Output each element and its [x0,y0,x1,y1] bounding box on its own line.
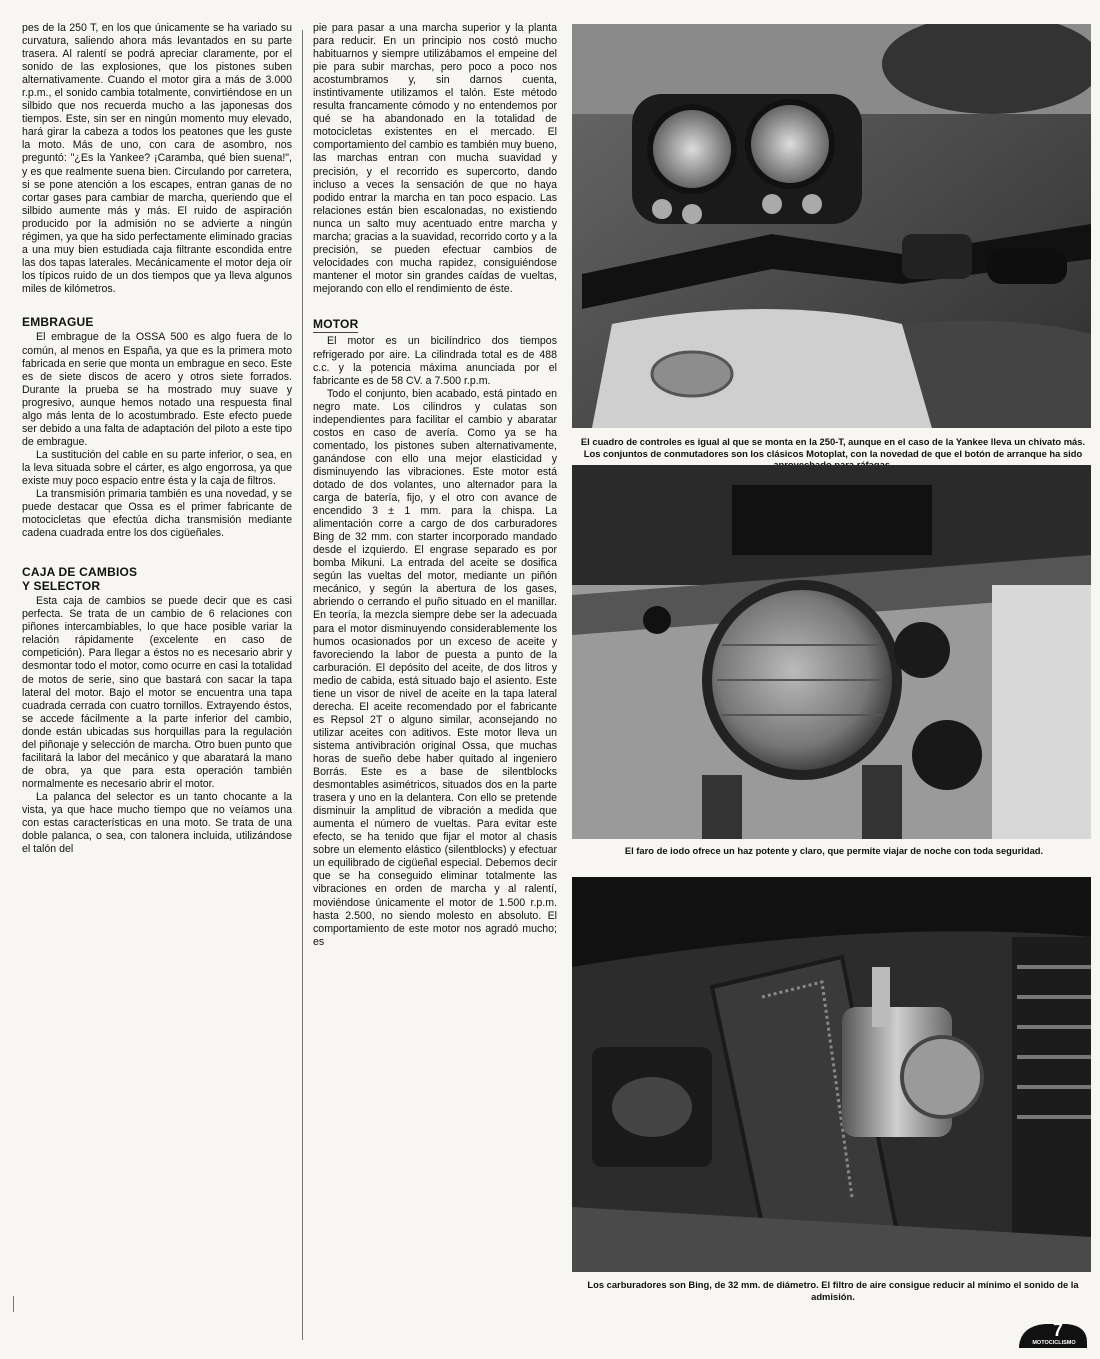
page-number-badge [1015,1318,1090,1352]
carburetor-photo [572,877,1091,1272]
column-divider [302,30,303,1340]
photo-caption: El faro de iodo ofrece un haz potente y claro, que permite viajar de noche con toda seguridad. [624,845,1044,856]
body-paragraph: El embrague de la OSSA 500 es algo fuera de lo común, al menos en España, ya que es la primera moto fabricada en serie que monta un embrague en seco. Este es de siete discos de acero y otros siete forrados. Durante la prueba se ha mostrado muy suave y progresivo, aunque hemos notado una respuesta final algo más lenta de lo acostumbrado. Este efecto puede ser debido a una falta de adaptación del piloto a este tipo de embrague. [22,331,292,448]
instrument-cluster-photo [572,24,1091,428]
instrument-cluster-illustration [572,24,1091,428]
carburetor-illustration [572,877,1091,1272]
article-column-middle [313,22,557,949]
body-paragraph: La sustitución del cable en su parte inferior, o sea, en la leva situada sobre el cárter, es algo engorrosa, ya que existe muy poco espacio entre ésta y la caja de filtros. [22,448,292,487]
photo-caption: El cuadro de controles es igual al que se monta en la 250-T, aunque en el caso de la Yankee lleva un chivato más. Los conjuntos de conmutadores son los clásicos Motoplat, con la novedad de que el botón de arranque ha sido [580,436,1086,459]
margin-mark [13,1296,14,1312]
heading-line: CAJA DE CAMBIOS [22,565,138,580]
article-column-left [22,22,292,856]
headlight-photo [572,465,1091,839]
body-paragraph: La palanca del selector es un tanto chocante a la vista, ya que hace mucho tiempo que no veíamos una con estas características en una moto. Se trata de una doble palanca, o sea, con talonera incluida, utilizándose el talón del [22,790,292,856]
heading-line: Y SELECTOR [22,578,101,593]
page-number: 7 [1053,1320,1064,1340]
body-paragraph: Todo el conjunto, bien acabado, está pintado en negro mate. Los cilindros y culatas son independientes para facilitar el cambio y abaratar costos en caso de avería. Como ya se ha comentado, los pistones suben alternativamente, ganándose con ello una mejor elasticidad y disminuyendo las vibraciones. Este motor está dotado de dos volantes, uno alternador para la carga de batería, fijo, y el otro con avance de encendido 3 ± 1 mm. para la chispa. La alimentación corre a cargo de dos carburadores Bing de 32 mm. con starter incorporado mandado desde el izquierdo. El engrase separado es por bomba Mikuni. La entrada del aceite se dosifica según las vueltas del motor, mediante un piñón mecánico, y según la abertura de los gases, abriendo o cerrando el puño situado en el manillar. En teoría, la mezcla siempre debe ser la adecuada para el motor disminuyendo considerablemente los humos ocasionados por un exceso de aceite y favoreciendo la labor de puesta a punto de la carburación. El depósito del aceite, de dos litros y medio de cabida, está situado bajo el asiento. Este tiene un visor de nivel de aceite en la tapa lateral derecha. El aceite recomendado por el fabricante es Repsol 2T o alguno similar, aconsejando no utilizar aceites con aditivos. Este motor lleva un sistema antivibración original Ossa, que muchas horas de sueño debe haber quitado al ingeniero Borrás. Este es a base de silentblocks desmontables asimétricos, situados dos en la parte trasera y uno en la delantera. Con ello se pretende disminuir la amplitud de vibración a medida que aumenta el número de vueltas. Para evitar este efecto, se ha tenido que fijar el motor al chasis sobre un elemento elástico (silentblocks) y efectuar un equilibrado de cigüeñal especial. Debemos decir que se ha conseguido eliminar totalmente las vibraciones en orden de marcha y al ralentí, moviéndose únicamente el motor de 1.500 r.p.m. hasta 2.500, no siendo molesto en absoluto. El comportamiento de este motor nos agradó mucho; es [313,387,557,948]
body-paragraph: La transmisión primaria también es una novedad, y se puede destacar que Ossa es el primer fabricante de motocicletas que efectúa dicha transmisión mediante cadena cuadrada entre los dos cigüeñales. [22,488,292,540]
body-paragraph: Esta caja de cambios se puede decir que es casi perfecta. Se trata de un cambio de 6 relaciones con piñones intercambiables, lo que hace posible variar la relación rápidamente (excelente en caso de competición). Para llegar a éstos no es necesario abrir y desmontar todo el motor, como ocurre en casi la totalidad de motos de serie, sino que bastará con sacar la tapa lateral del motor. Bajo el motor se encuentra una tapa cuadrada cerrada con cuatro tornillos. Extrayendo éstos, se accede fácilmente a la parte inferior del cambio, donde están ubicadas sus horquillas para la regulación del piñonaje y selección de marcha. Otro buen punto que facilitará la labor del mecánico y que abaratará la mano de obra, ya que para esta operación también normalmente es necesario abrir el motor. [22,595,292,790]
body-paragraph: pie para pasar a una marcha superior y la planta para reducir. En un principio nos costó mucho habituarnos y siempre utilizábamos el empeine del pie para subir marchas, pero poco a poco nos acostumbramos y, sin darnos cuenta, instintivamente utilizamos el talón. Este método resulta francamente cómodo y no entendemos por qué se ha abandonado en la totalidad de motocicletas existentes en el mercado. El comportamiento del cambio es también muy bueno, las marchas entran con mucha suavidad y precisión, y el recorrido es supercorto, dando incluso a veces la sensación de que no haya podido entrar la marcha en tan poco espacio. Las relaciones están bien escalonadas, no existiendo nunca un salto muy acentuado entre marcha y marcha; gracias a la suavidad, recorrido corto y a la precisión, se pueden efectuar cambios de velocidades con mucha rapidez, consiguiéndose mantener el motor sin grandes caídas de vueltas, mejorando con ello el rendimiento de éste. [313,22,557,295]
body-paragraph: El motor es un bicilíndrico dos tiempos refrigerado por aire. La cilindrada total es de 488 c.c. y la potencia máxima anunciada por el fabricante es de 58 CV. a 7.500 r.p.m. [313,335,557,387]
body-paragraph: pes de la 250 T, en los que únicamente se ha variado su curvatura, saliendo ahora más levantados en su parte trasera. Al ralentí se podrá apreciar claramente, por el sonido de las explosiones, que los pistones suben alternativamente. Cuando el motor gira a más de 3.000 r.p.m., el sonido cambia totalmente, convirtiéndose en un silbido que nos recuerda mucho a las japonesas dos tiempos. Este, sin ser en ningún momento muy elevado, hará girar la cabeza a todos los peatones que les guste la moto. Más de uno, con cara de asombro, nos preguntó: "¿Es la Yankee? ¡Caramba, qué bien suena!", y es que realmente suena bien. Circulando por carretera, si se pone atención a los escapes, entran ganas de no cortar gases para cambiar de marcha, queriendo que el silbido aumente más y más. El ruido de aspiración producido por la admisión no se advierte a ningún régimen, ya que ha sido perfectamente eliminado gracias a una muy bien estudiada caja filtrante escondida entre las dos tapas laterales. Mecánicamente el motor deja oír los típicos ruido de un dos tiempos que ya lleva algunos miles de kilómetros. [22,22,292,295]
section-heading-motor: MOTOR [313,318,358,334]
photo-caption: Los carburadores son Bing, de 32 mm. de diámetro. El filtro de aire consigue reducir al mínimo el sonido de la admisión. [587,1279,1079,1302]
section-heading-caja-de-cambios [22,566,292,593]
section-heading-embrague: EMBRAGUE [22,314,94,329]
magazine-logo-text: MOTOCICLISMO [1032,1340,1076,1346]
headlight-illustration [572,465,1091,839]
